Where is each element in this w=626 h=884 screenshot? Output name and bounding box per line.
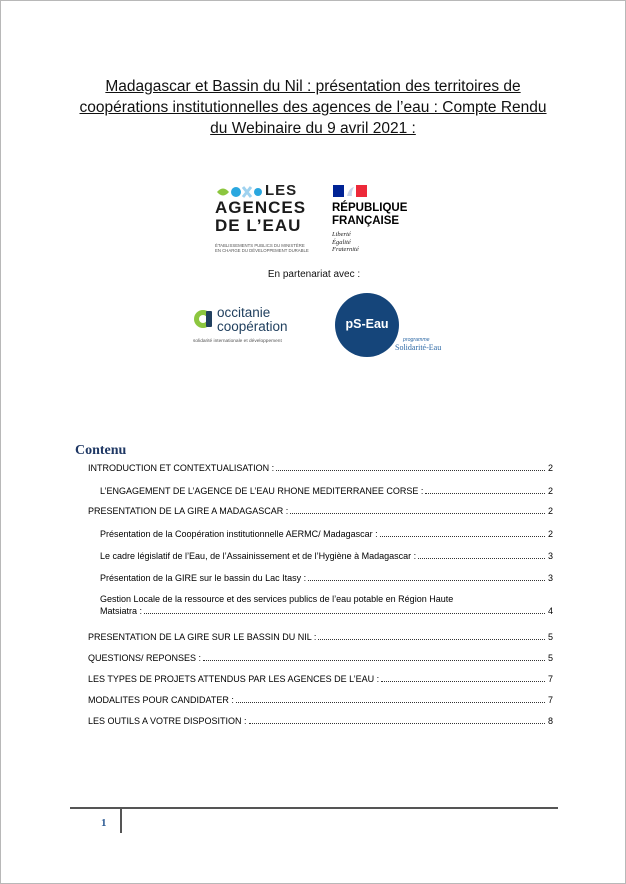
logos-header <box>213 183 433 263</box>
toc-entry-lac-itasy[interactable]: Présentation de la GIRE sur le bassin du Lac Itasy : 3 <box>100 573 553 583</box>
agences-logo-subtitle: ÉTABLISSEMENTS PUBLICS DU MINISTÈRE EN CHARGE DU DÉVELOPPEMENT DURABLE <box>215 243 309 253</box>
occitanie-name-line-1: occitanie <box>217 305 271 320</box>
partnership-label: En partenariat avec : <box>267 269 361 280</box>
document-title <box>71 76 555 139</box>
republique-motto: Liberté Égalité Fraternité <box>332 231 359 254</box>
toc-entry-introduction[interactable]: INTRODUCTION ET CONTEXTUALISATION : 2 <box>88 463 553 473</box>
toc-entry-modalites[interactable]: MODALITES POUR CANDIDATER : 7 <box>88 695 553 705</box>
toc-entry-questions-reponses[interactable]: QUESTIONS/ REPONSES : 5 <box>88 653 553 663</box>
toc-heading: Contenu <box>75 443 127 458</box>
toc-entry-gire-madagascar[interactable]: PRESENTATION DE LA GIRE A MADAGASCAR : 2 <box>88 506 553 516</box>
toc-entry-bassin-nil[interactable]: PRESENTATION DE LA GIRE SUR LE BASSIN DU NIL : 5 <box>88 632 553 642</box>
water-drops-icon <box>215 185 263 199</box>
francaise-line: FRANÇAISE <box>332 215 400 227</box>
agences-logo-agences: AGENCES <box>215 198 307 217</box>
pseau-solidarite: Solidarité-Eau <box>395 343 442 352</box>
pseau-program: programme <box>403 337 430 343</box>
agences-logo-les: LES <box>265 182 298 199</box>
toc-entry-types-projets[interactable]: LES TYPES DE PROJETS ATTENDUS PAR LES AGENCES DE L’EAU : 7 <box>88 674 553 684</box>
agences-logo-de-l-eau: DE L’EAU <box>215 216 302 235</box>
republique-francaise-logo <box>330 183 435 263</box>
toc-entry-haute-matsiatra[interactable]: Gestion Locale de la ressource et des services publics de l’eau potable en Région Haute Matsiatra : 4 <box>100 594 553 616</box>
occitanie-icon <box>193 308 215 330</box>
footer-divider <box>70 807 558 809</box>
republique-line: RÉPUBLIQUE <box>332 202 408 214</box>
footer-vertical-bar <box>120 809 122 833</box>
agences-de-l-eau-logo <box>213 183 323 263</box>
page-number: 1 <box>101 817 107 829</box>
marianne-flag-icon <box>333 185 367 197</box>
occitanie-name-line-2: coopération <box>217 319 288 334</box>
occitanie-cooperation-logo <box>193 306 313 348</box>
pseau-logo <box>335 293 455 358</box>
toc-entry-engagement-agence[interactable]: L’ENGAGEMENT DE L’AGENCE DE L’EAU RHONE MEDITERRANEE CORSE : 2 <box>100 486 553 496</box>
title-line-3: du Webinaire du 9 avril 2021 : <box>210 120 416 137</box>
title-line-1: Madagascar et Bassin du Nil : présentation des territoires de <box>105 78 521 95</box>
title-line-2: coopérations institutionnelles des agences de l’eau : Compte Rendu <box>79 99 547 116</box>
occitanie-subtitle: solidarité internationale et développement <box>193 339 282 344</box>
pseau-name: pS-Eau <box>345 317 389 331</box>
toc-entry-outils[interactable]: LES OUTILS A VOTRE DISPOSITION : 8 <box>88 716 553 726</box>
toc-entry-cadre-legislatif[interactable]: Le cadre législatif de l’Eau, de l’Assainissement et de l’Hygiène à Madagascar : 3 <box>100 551 553 561</box>
toc-entry-cooperation-aermc[interactable]: Présentation de la Coopération institutionnelle AERMC/ Madagascar : 2 <box>100 529 553 539</box>
